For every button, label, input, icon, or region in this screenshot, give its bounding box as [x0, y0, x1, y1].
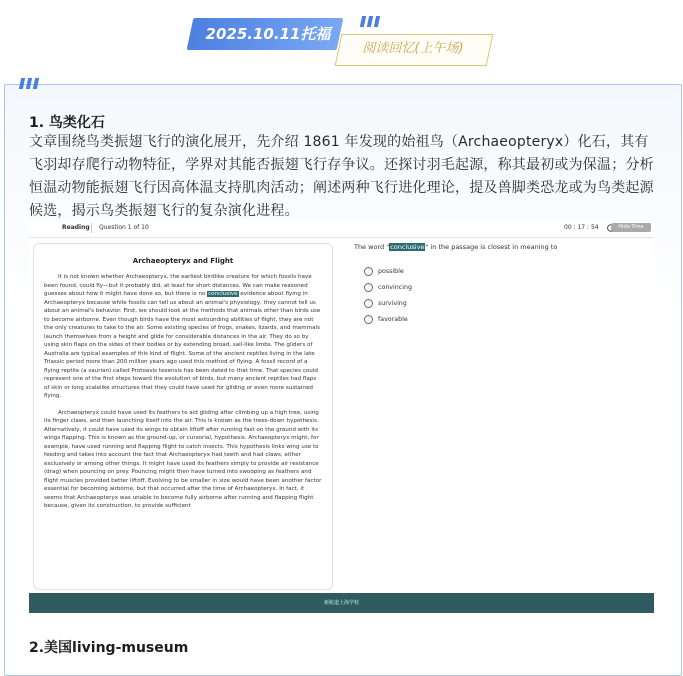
option-4[interactable] [364, 315, 408, 324]
test-toolbar [29, 221, 654, 238]
section1-description: 文章围绕鸟类振翅飞行的演化展开，先介绍 1861 年发现的始祖鸟（Archaeopteryx）化石，其有飞羽却存爬行动物特征，学界对其能否振翅飞行存争议。还探讨羽毛起源，称其最初或为保温；分析恒温动物能振翅飞行因高体温支持肌肉活动；阐述两种飞行进化理论，提及兽脚类恐龙或为鸟类起源候选，揭示鸟类振翅飞行的复杂演化进程。 [29, 134, 654, 219]
passage-title: Archaeopteryx and Flight [132, 257, 234, 265]
option-label: favorable [378, 316, 408, 323]
radio-icon[interactable] [364, 299, 373, 308]
hide-time-button[interactable]: Hide Time [611, 223, 651, 232]
option-3[interactable] [364, 299, 407, 308]
radio-icon[interactable] [364, 267, 373, 276]
para1-text-a: It is not known whether Archaeopteryx, the earliest birdlike creature for which fossils have been found, could fly—but it probably did, at least for short distances. We can make reasoned guesses about how it might have done so, but there is no [44, 274, 312, 297]
date-label: 2025.10.11托福 [205, 25, 331, 43]
passage-panel [33, 243, 333, 590]
subtitle-label: 阅读回忆(上午场) [362, 41, 464, 56]
question-text-b: " in the passage is closest in meaning to [425, 243, 558, 251]
option-label: possible [378, 268, 404, 275]
option-1[interactable] [364, 267, 404, 276]
screenshot-footer: 新航道上海学校 [29, 593, 654, 613]
question-text-a: The word " [354, 243, 390, 251]
decorative-bars-icon [361, 16, 379, 27]
timer: 00 : 17 : 54 [564, 224, 599, 231]
para1-text-b: evidence about flying in Archaeopteryx because while fossils can tell us about an animal's physiology, they cannot tell us about an animal's behavior. First, we should look at the methods that animals other than birds use to become airborne. Even though birds have the most astounding abilities of flight, they are not the only creatures to take to the air. Some existing species of frogs, snakes, lizards, and mammals launch themselves from a height and glide for considerable distances in the air. They do so by using skin flaps on the sides of their bodies or by extending broad, sail-like limbs. The gliders of Australia are typical examples of this kind of flight. Some of the ancient reptiles living in the late Triassic period more than 200 million years ago used this method of flying. A fossil record of a flying reptile (a saurian) called Protoavis texensis has been dated to that time. That species could represent one of the first steps toward the evolution of birds, but many ancient reptiles had flaps of skin or long scalelike structures that they could have used for gliding or even more sustained flying. [44, 291, 321, 399]
passage-paragraph-1 [44, 273, 322, 401]
option-label: surviving [378, 300, 407, 307]
section-label: Reading [62, 224, 90, 231]
question-text [354, 243, 557, 251]
highlighted-word[interactable]: conclusive [208, 291, 238, 297]
question-counter: Question 1 of 10 [99, 224, 149, 231]
section2-title: 2.美国living-museum [29, 640, 189, 656]
test-screenshot [29, 221, 654, 613]
radio-icon[interactable] [364, 283, 373, 292]
option-2[interactable] [364, 283, 412, 292]
option-label: convincing [378, 284, 412, 291]
radio-icon[interactable] [364, 315, 373, 324]
card-bars-icon [20, 78, 38, 89]
toolbar-divider [91, 223, 92, 233]
section1-title: 1. 鸟类化石 [29, 115, 105, 131]
question-highlight: conclusive [390, 243, 425, 251]
passage-paragraph-2: Archaeopteryx could have used its feathers to aid gliding after climbing up a high tree, using its finger claws, and then launching itself into the air. This is known as the trees-down hypothesis. Alternatively, it could have used its wings to obtain liftoff after running fast on the ground with its wings flapping. This is known as the ground-up, or cursorial, hypothesis. Archaeopteryx might, for example, have used running and flapping flight to catch insects. This hypothesis links wing use to feeding and takes into account the fact that Archaeopteryx had teeth and had claws, either exclusively or among other things. It might have used its feathers simply to provide air resistance (drag) when pouncing on prey. Pouncing might then have turned into swooping as feathers and flight muscles provided better liftoff. Evolving to be smaller in size would have been another factor essential for becoming airborne, but that occurred after the time of Archaeopteryx. In fact, it seems that Archaeopteryx was unable to become fully airborne after running and flapping flight because, given its construction, to provide sufficient [44, 409, 322, 509]
